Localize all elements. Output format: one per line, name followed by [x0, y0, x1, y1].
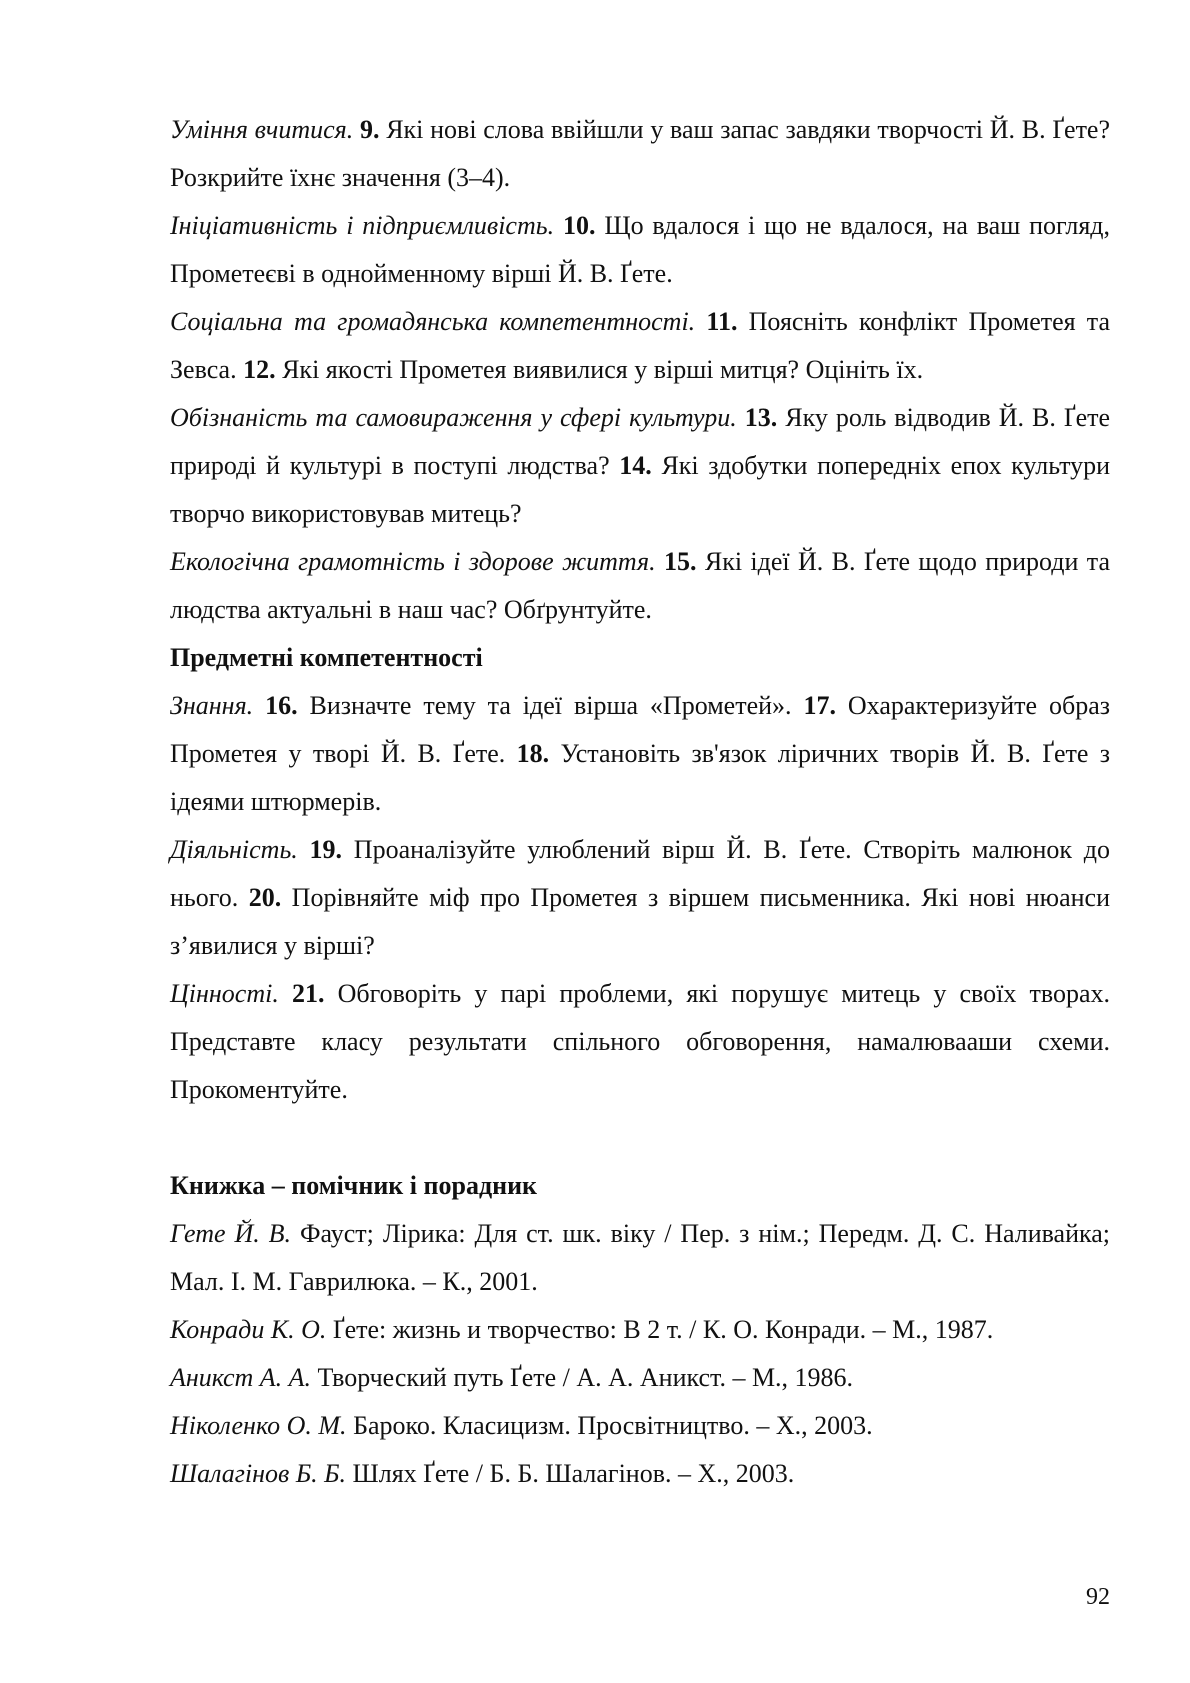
bibliography-entry	[170, 1210, 1110, 1306]
competence-label: Знання.	[170, 691, 254, 720]
question-number: 18.	[516, 739, 550, 768]
competence-label: Екологічна грамотність і здорове життя.	[170, 547, 656, 576]
question-paragraph	[170, 394, 1110, 538]
question-number: 10.	[562, 211, 596, 240]
question-number: 15.	[663, 547, 697, 576]
bibliography-entry	[170, 1306, 1110, 1354]
competence-label: Уміння вчитися.	[170, 115, 354, 144]
question-paragraph	[170, 970, 1110, 1114]
question-paragraph	[170, 202, 1110, 298]
bibliography-heading: Книжка – помічник і порадник	[170, 1171, 538, 1200]
bibliography-text: Шлях Ґете / Б. Б. Шалагінов. – Х., 2003.	[352, 1459, 795, 1488]
bibliography-text: Фауст; Лірика: Для ст. шк. віку / Пер. з нім.; Передм. Д. С. Наливайка; Мал. І. М. Гаврилюка. – К., 2001.	[170, 1219, 1111, 1296]
question-number: 21.	[292, 979, 325, 1008]
question-number: 17.	[803, 691, 836, 720]
question-number: 12.	[243, 355, 276, 384]
question-number: 13.	[744, 403, 778, 432]
bibliography-author: Гете Й. В.	[170, 1219, 292, 1248]
question-text: Порівняйте міф про Прометея з віршем письменника. Які нові нюанси з’явилися у вірші?	[170, 883, 1111, 960]
question-text: Які якості Прометея виявилися у вірші митця? Оцініть їх.	[282, 355, 924, 384]
question-number: 11.	[706, 307, 738, 336]
question-text: Визначте тему та ідеї вірша «Прометей».	[309, 691, 792, 720]
question-number: 20.	[248, 883, 282, 912]
question-number: 9.	[359, 115, 380, 144]
question-text: Поясніть конфлікт Прометея та Зевса.	[170, 307, 1111, 384]
bibliography-entry	[170, 1402, 1110, 1450]
question-text: Установіть зв'язок ліричних творів Й. В. Ґете з ідеями штюрмерів.	[170, 739, 1111, 816]
bibliography-entry	[170, 1354, 1110, 1402]
bibliography-author: Конради К. О.	[170, 1315, 327, 1344]
competence-label: Цінності.	[170, 979, 279, 1008]
bibliography-author: Шалагінов Б. Б.	[170, 1459, 346, 1488]
question-number: 19.	[309, 835, 343, 864]
bibliography	[170, 1162, 1110, 1498]
competence-label: Діяльність.	[170, 835, 298, 864]
section-spacer	[170, 1114, 1110, 1162]
bibliography-author: Аникст А. А.	[170, 1363, 312, 1392]
question-paragraph	[170, 682, 1110, 826]
question-text: Охарактеризуйте образ Прометея у творі Й. В. Ґете.	[170, 691, 1111, 768]
question-text: Обговоріть у парі проблеми, які порушує митець у своїх творах. Представте класу результати спільного обговорення, намалювааши схеми. Прокоментуйте.	[170, 979, 1111, 1104]
competence-label: Ініціативність і підприємливість.	[170, 211, 555, 240]
page-content	[170, 106, 1110, 1498]
question-paragraph	[170, 298, 1110, 394]
competence-label: Обізнаність та самовираження у сфері культури.	[170, 403, 737, 432]
page-number: 92	[1086, 1584, 1110, 1610]
competence-label: Соціальна та громадянська компетентності.	[170, 307, 696, 336]
question-text: Яку роль відводив Й. В. Ґете природі й культурі в поступі людства?	[170, 403, 1111, 480]
question-text: Які здобутки попередніх епох культури творчо використовував митець?	[170, 451, 1111, 528]
question-paragraph	[170, 826, 1110, 970]
question-text: Які нові слова ввійшли у ваш запас завдяки творчості Й. В. Ґете? Розкрийте їхнє значення (3–4).	[170, 115, 1111, 192]
question-number: 14.	[619, 451, 652, 480]
bibliography-entry	[170, 1450, 1110, 1498]
question-paragraph	[170, 106, 1110, 202]
question-text: Проаналізуйте улюблений вірш Й. В. Ґете. Створіть малюнок до нього.	[170, 835, 1110, 912]
bibliography-text: Бароко. Класицизм. Просвітництво. – Х., 2003.	[353, 1411, 873, 1440]
section-heading: Предметні компетентності	[170, 643, 483, 672]
question-text: Які ідеї Й. В. Ґете щодо природи та людства актуальні в наш час? Обґрунтуйте.	[170, 547, 1111, 624]
bibliography-author: Ніколенко О. М.	[170, 1411, 347, 1440]
question-text: Що вдалося і що не вдалося, на ваш погляд, Прометеєві в однойменному вірші Й. В. Ґете.	[170, 211, 1111, 288]
bibliography-text: Творческий путь Ґете / А. А. Аникст. – М., 1986.	[317, 1363, 854, 1392]
bibliography-text: Ґете: жизнь и творчество: В 2 т. / К. О. Конради. – М., 1987.	[332, 1315, 994, 1344]
question-number: 16.	[265, 691, 298, 720]
question-paragraph	[170, 538, 1110, 634]
